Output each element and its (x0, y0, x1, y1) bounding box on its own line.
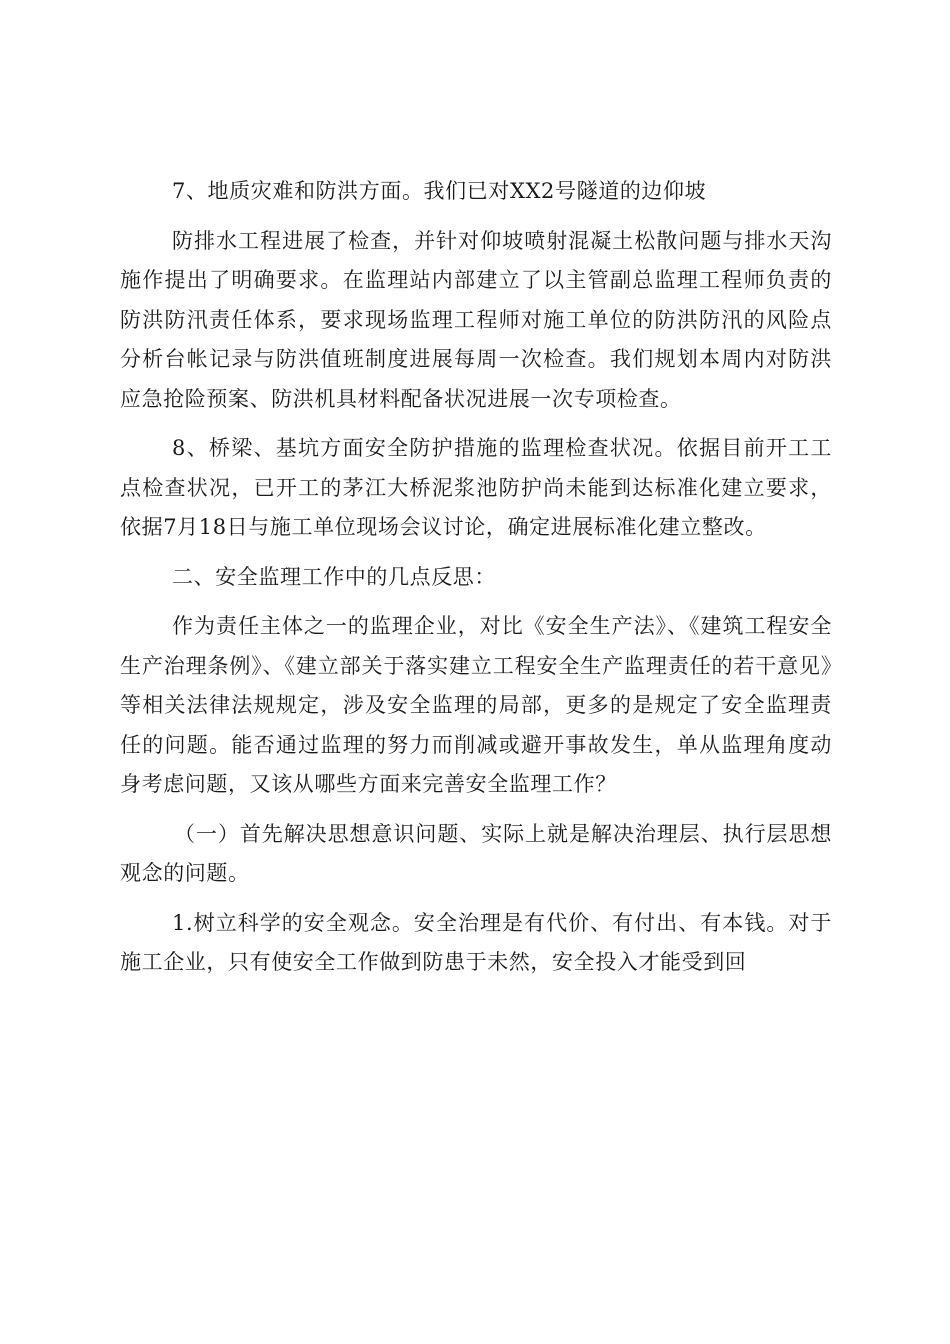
paragraph-item-7: 7、地质灾难和防洪方面。我们已对XX2号隧道的边仰坡 (172, 179, 707, 203)
document-body (120, 162, 832, 983)
paragraph-safety-concept: 1.树立科学的安全观念。安全治理是有代价、有付出、有本钱。对于施工企业，只有使安全工作做到防患于未然，安全投入才能受到回 (120, 910, 832, 974)
subheading-ideology: （一）首先解决思想意识问题、实际上就是解决治理层、执行层思想观念的问题。 (120, 821, 832, 885)
section-heading-reflections: 二、安全监理工作中的几点反思： (172, 564, 496, 589)
paragraph-responsibility: 作为责任主体之一的监理企业，对比《安全生产法》、《建筑工程安全生产治理条例》、《建立部关于落实建立工程安全生产监理责任的若干意见》等相关法律法规规定，涉及安全监理的局部，更多的是规定了安全监理责任的问题。能否通过监理的努力而削减或避开事故发生，单从监理角度动身考虑问题，又该从哪些方面来完善安全监理工作？ (120, 614, 832, 796)
paragraph-flood-control: 防排水工程进展了检查，并针对仰坡喷射混凝土松散问题与排水天沟施作提出了明确要求。在监理站内部建立了以主管副总监理工程师负责的防洪防汛责任体系，要求现场监理工程师对施工单位的防洪防汛的风险点分析台帐记录与防洪值班制度进展每周一次检查。我们规划本周内对防洪应急抢险预案、防洪机具材料配备状况进展一次专项检查。 (120, 228, 832, 411)
paragraph-item-8: 8、桥梁、基坑方面安全防护措施的监理检查状况。依据目前开工工点检查状况，已开工的茅江大桥泥浆池防护尚未能到达标准化建立要求，依据7月18日与施工单位现场会议讨论，确定进展标准化建立整改。 (120, 436, 832, 539)
